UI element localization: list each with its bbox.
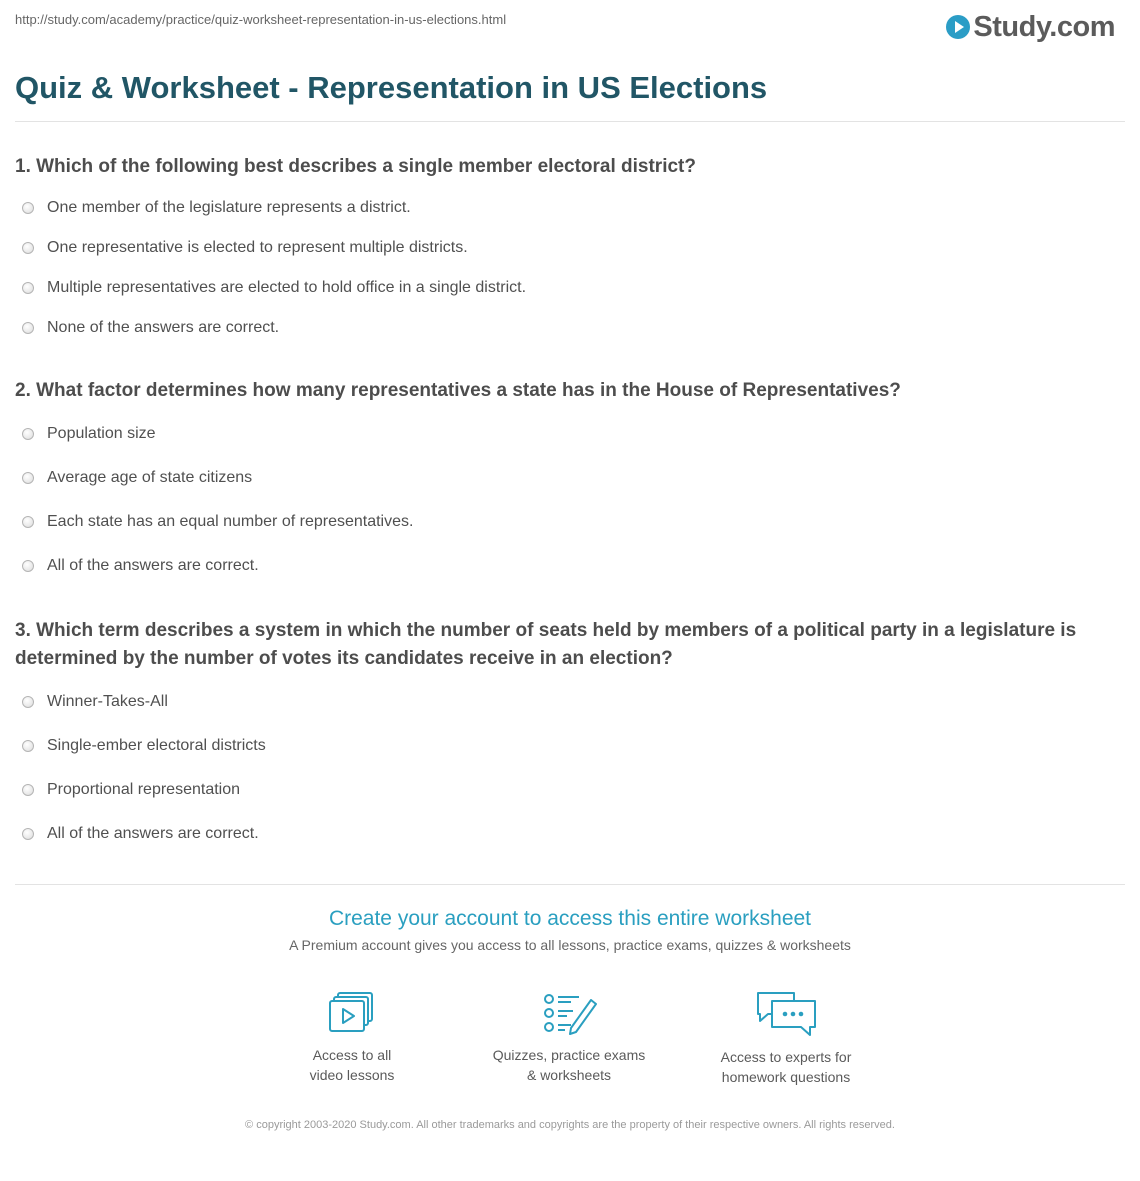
question-1-option-2[interactable] bbox=[22, 237, 468, 259]
radio-button[interactable] bbox=[22, 516, 34, 528]
create-account-link[interactable]: Create your account to access this entire worksheet bbox=[328, 907, 812, 930]
question-3: 3. Which term describes a system in which the number of seats held by members of a political party in a legislature is determined by the number of votes its candidates receive in an election? bbox=[15, 620, 1077, 669]
feature-label: & worksheets bbox=[526, 1067, 612, 1083]
option-label: Population size bbox=[47, 425, 156, 442]
option-label: None of the answers are correct. bbox=[47, 319, 280, 336]
page-url: http://study.com/academy/practice/quiz-worksheet-representation-in-us-elections.html bbox=[15, 12, 507, 27]
video-lessons-icon bbox=[325, 990, 379, 1036]
radio-button[interactable] bbox=[22, 428, 34, 440]
option-label: Winner-Takes-All bbox=[47, 693, 168, 710]
radio-button[interactable] bbox=[22, 472, 34, 484]
question-1-option-3[interactable] bbox=[22, 277, 526, 299]
radio-button[interactable] bbox=[22, 202, 34, 214]
title-divider bbox=[15, 121, 1125, 122]
option-label: Proportional representation bbox=[47, 781, 241, 798]
option-label: Each state has an equal number of representatives. bbox=[47, 513, 414, 530]
option-label: One representative is elected to represent multiple districts. bbox=[47, 239, 468, 256]
radio-button[interactable] bbox=[22, 740, 34, 752]
question-1: 1. Which of the following best describes a single member electoral district? bbox=[15, 156, 696, 177]
option-label: All of the answers are correct. bbox=[47, 825, 259, 842]
page-title: Quiz & Worksheet - Representation in US Elections bbox=[15, 70, 768, 105]
study-logo[interactable] bbox=[946, 12, 1115, 42]
top-bar bbox=[15, 12, 1125, 42]
question-1-option-4[interactable] bbox=[22, 317, 279, 339]
question-2: 2. What factor determines how many representatives a state has in the House of Representatives? bbox=[15, 380, 901, 401]
option-label: Average age of state citizens bbox=[47, 469, 253, 486]
question-2-option-4[interactable] bbox=[22, 555, 259, 577]
radio-button[interactable] bbox=[22, 242, 34, 254]
feature-label: homework questions bbox=[721, 1069, 851, 1085]
feature-label: Access to all bbox=[312, 1047, 392, 1063]
feature-label: Access to experts for bbox=[720, 1049, 852, 1065]
radio-button[interactable] bbox=[22, 322, 34, 334]
question-2-option-2[interactable] bbox=[22, 467, 252, 489]
feature-label: Quizzes, practice exams bbox=[492, 1047, 646, 1063]
feature-label: video lessons bbox=[309, 1067, 395, 1083]
question-2-option-3[interactable] bbox=[22, 511, 413, 533]
option-label: One member of the legislature represents a district. bbox=[47, 199, 411, 216]
promo-divider bbox=[15, 884, 1125, 885]
feature-video-lessons bbox=[257, 990, 447, 1085]
promo-subtitle: A Premium account gives you access to all lessons, practice exams, quizzes & worksheets bbox=[289, 937, 851, 953]
question-3-option-3[interactable] bbox=[22, 779, 240, 801]
logo-text: Study.com bbox=[973, 10, 1115, 43]
radio-button[interactable] bbox=[22, 784, 34, 796]
question-3-option-4[interactable] bbox=[22, 823, 259, 845]
radio-button[interactable] bbox=[22, 828, 34, 840]
option-label: Multiple representatives are elected to hold office in a single district. bbox=[47, 279, 527, 296]
radio-button[interactable] bbox=[22, 282, 34, 294]
feature-quizzes bbox=[474, 990, 664, 1085]
quiz-worksheet-icon bbox=[541, 990, 597, 1036]
copyright-notice: © copyright 2003-2020 Study.com. All other trademarks and copyrights are the property of their respective owners. All rights reserved. bbox=[245, 1119, 895, 1131]
question-1-option-1[interactable] bbox=[22, 197, 411, 219]
question-3-option-1[interactable] bbox=[22, 691, 168, 713]
expert-chat-icon bbox=[754, 990, 818, 1038]
radio-button[interactable] bbox=[22, 696, 34, 708]
option-label: All of the answers are correct. bbox=[47, 557, 259, 574]
question-3-option-2[interactable] bbox=[22, 735, 266, 757]
question-2-option-1[interactable] bbox=[22, 423, 156, 445]
radio-button[interactable] bbox=[22, 560, 34, 572]
option-label: Single-ember electoral districts bbox=[47, 737, 266, 754]
feature-experts bbox=[691, 990, 881, 1087]
play-logo-icon bbox=[946, 15, 970, 39]
